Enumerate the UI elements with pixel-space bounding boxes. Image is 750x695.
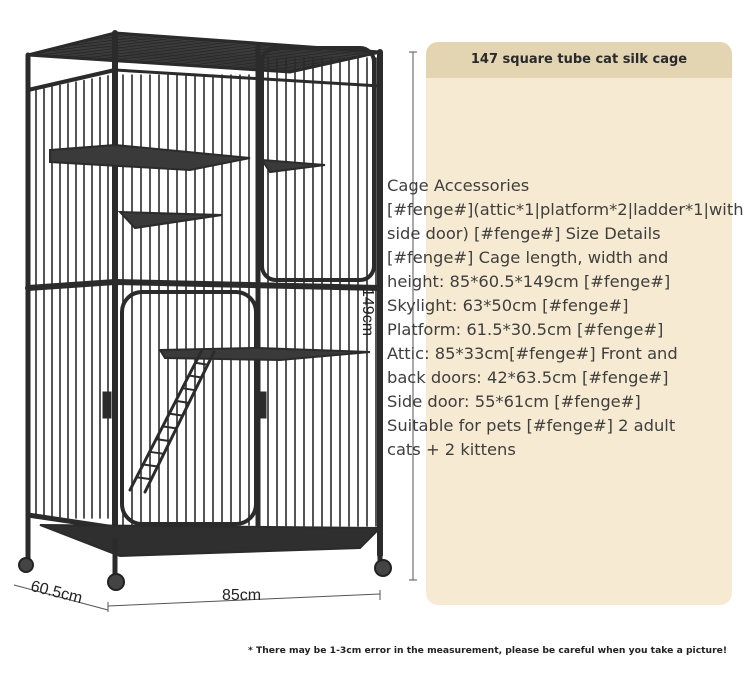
measurement-note: * There may be 1-3cm error in the measurement, please be careful when you take a picture!	[248, 645, 728, 656]
width-dimension-label: 85cm	[222, 587, 262, 604]
cat-cage-image	[0, 0, 420, 620]
product-description: Cage Accessories [#fenge#](attic*1|platform*2|ladder*1|with side door) [#fenge#] Size Details [#fenge#] Cage length, width and height: 85*60.5*149cm [#fenge#] Skylight: 63*50cm [#fenge#] Platform: 61.5*30.5cm [#fenge#] Attic: 85*33cm[#fenge#] Front and back doors: 42*63.5cm [#fenge#] Side door: 55*61cm [#fenge#] Suitable for pets [#fenge#] 2 adult cats + 2 kittens	[387, 176, 744, 459]
panel-title: 147 square tube cat silk cage	[470, 52, 688, 67]
depth-dimension-label: 60.5cm	[28, 578, 84, 608]
height-dimension-label: 149cm	[359, 288, 376, 337]
